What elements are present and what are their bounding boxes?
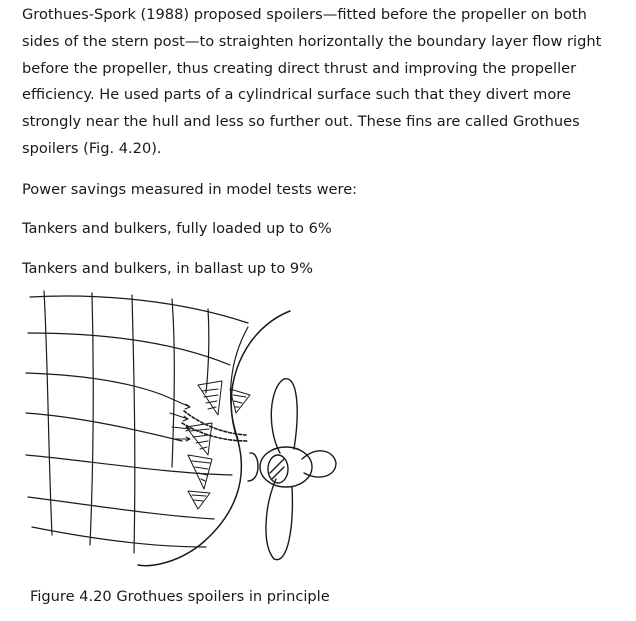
body-paragraph-power-savings: Power savings measured in model tests were: [22, 181, 358, 198]
hull-grid-lines [26, 291, 248, 553]
propeller-blade-lower [266, 479, 292, 560]
stern-contour-line [138, 311, 290, 566]
body-paragraph-fully-loaded: Tankers and bulkers, fully loaded up to 6% [22, 220, 332, 237]
propeller [248, 379, 336, 560]
spoiler-fins [182, 381, 250, 509]
body-paragraph-grothues-intro: Grothues-Spork (1988) proposed spoilers—fitted before the propeller on both sides of the stern post—to straighten horizontally the boundary layer flow right before the propeller, thus creating direct thrust and improving the propeller efficiency. He used parts of a cylindrical surface such that they divert more strongly near the hull and less so further out. These fins are called Grothues spoilers (Fig. 4.20). [22, 6, 602, 157]
propeller-blade-upper [271, 379, 297, 453]
figure-caption: Figure 4.20 Grothues spoilers in principle [30, 588, 330, 605]
body-paragraph-ballast: Tankers and bulkers, in ballast up to 9% [22, 260, 314, 277]
grothues-spoilers-figure [22, 283, 352, 573]
